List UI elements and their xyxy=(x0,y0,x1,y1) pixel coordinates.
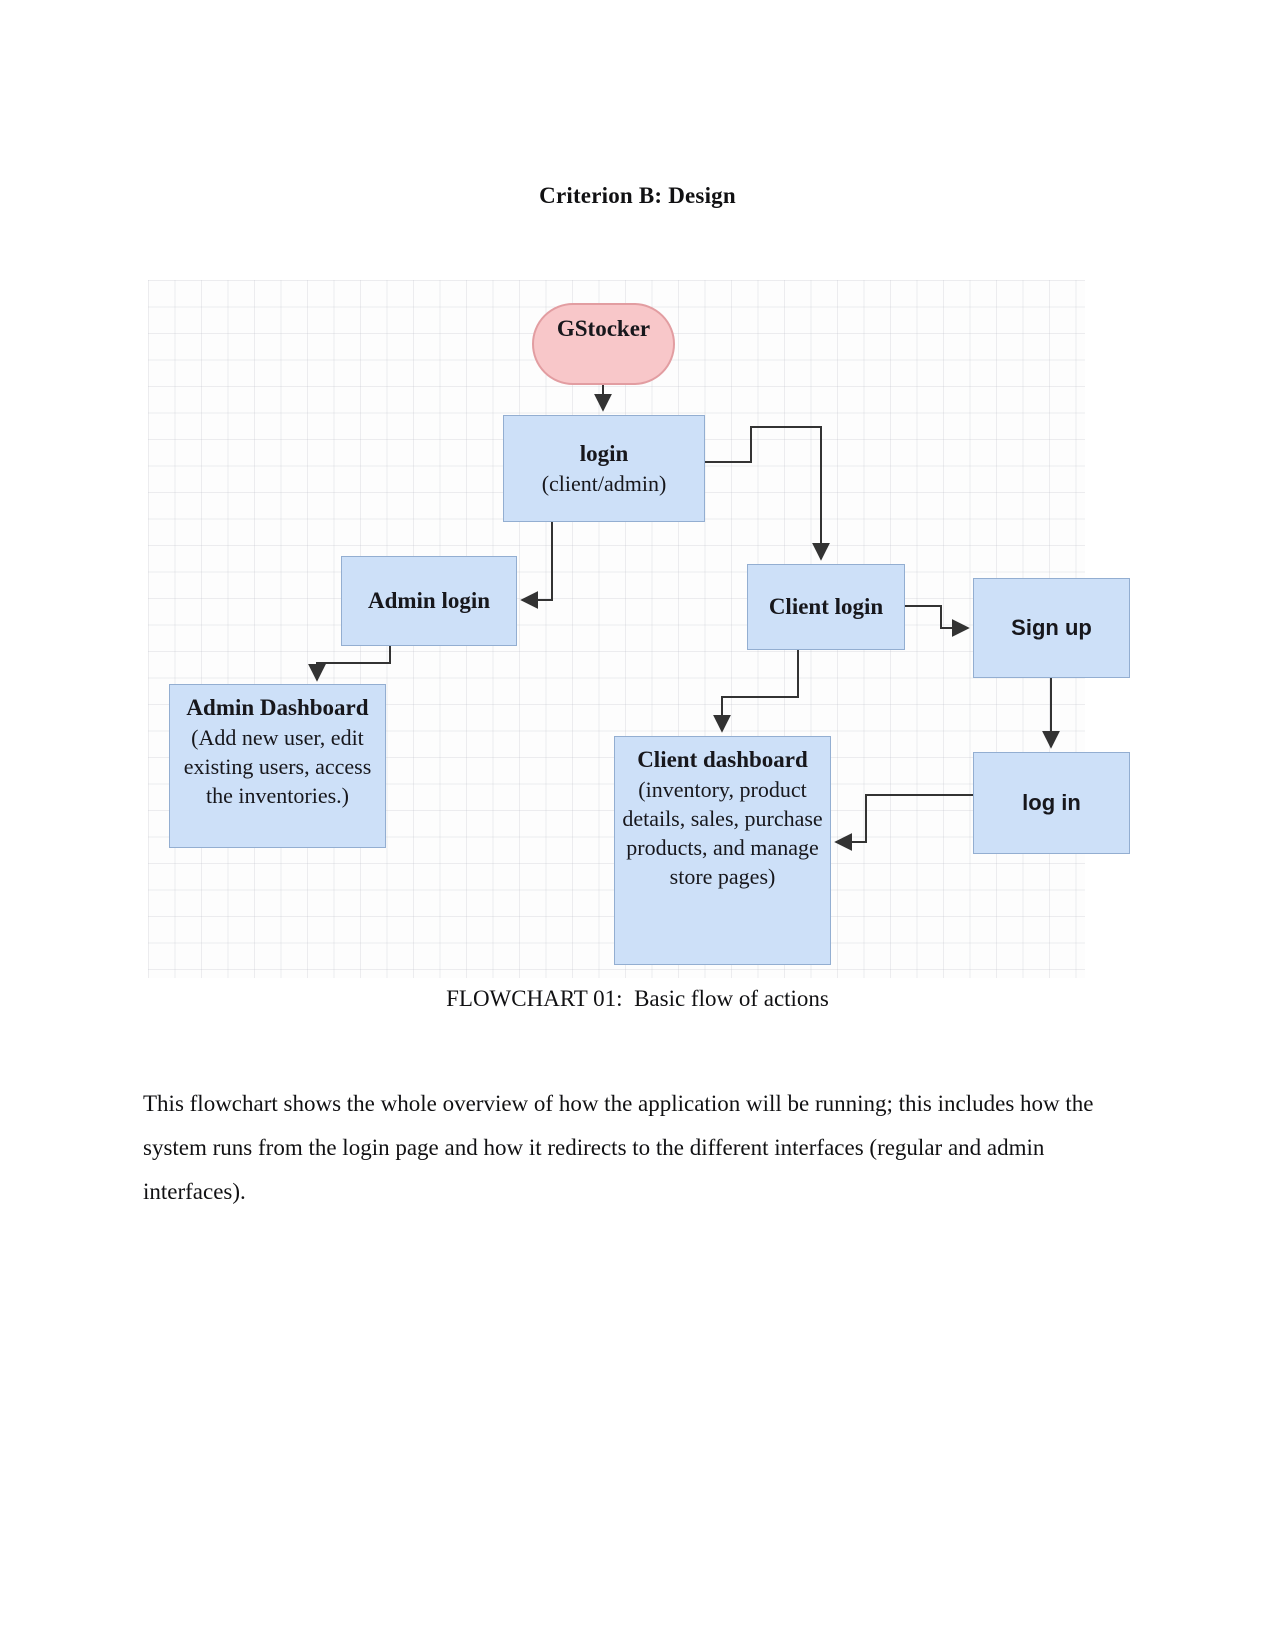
client-dashboard-label: Client dashboard xyxy=(637,747,808,772)
edge-client-login-to-client-dashboard xyxy=(722,650,798,731)
body-paragraph: This flowchart shows the whole overview of how the application will be running; this includes how the system runs from the login page and how it redirects to the different interfaces (regular and admin interfaces). xyxy=(143,1091,1094,1204)
flowchart-node-log-in xyxy=(973,752,1130,854)
login-sublabel: (client/admin) xyxy=(541,471,667,496)
edge-login-to-client-login xyxy=(705,427,821,559)
edge-log-in-to-client-dashboard xyxy=(836,795,973,842)
admin-dashboard-label: Admin Dashboard xyxy=(186,695,369,720)
flowchart-node-admin-dashboard xyxy=(169,684,386,848)
flowchart-node-gstocker xyxy=(532,303,675,385)
flowchart-canvas xyxy=(148,280,1092,978)
admin-dashboard-sublabel: (Add new user, edit existing users, access the inventories.) xyxy=(183,725,372,808)
login-label: login xyxy=(579,441,629,466)
flowchart-node-login xyxy=(503,415,705,522)
edge-admin-login-to-admin-dashboard xyxy=(317,646,390,680)
edge-login-to-admin-login xyxy=(522,522,552,600)
admin-login-label: Admin login xyxy=(367,588,491,613)
flowchart-node-client-login xyxy=(747,564,905,650)
client-dashboard-sublabel: (inventory, product details, sales, purchase products, and manage store pages) xyxy=(622,777,823,889)
sign-up-label: Sign up xyxy=(1011,615,1092,640)
gstocker-label: GStocker xyxy=(556,316,651,341)
page-title: Criterion B: Design xyxy=(539,183,736,208)
flowchart-node-sign-up xyxy=(973,578,1130,678)
flowchart-node-admin-login xyxy=(341,556,517,646)
client-login-label: Client login xyxy=(768,594,884,619)
edge-client-login-to-sign-up xyxy=(905,606,968,628)
flowchart-node-client-dashboard xyxy=(614,736,831,965)
figure-caption: FLOWCHART 01: Basic flow of actions xyxy=(446,986,829,1011)
log-in-label: log in xyxy=(1022,790,1081,815)
